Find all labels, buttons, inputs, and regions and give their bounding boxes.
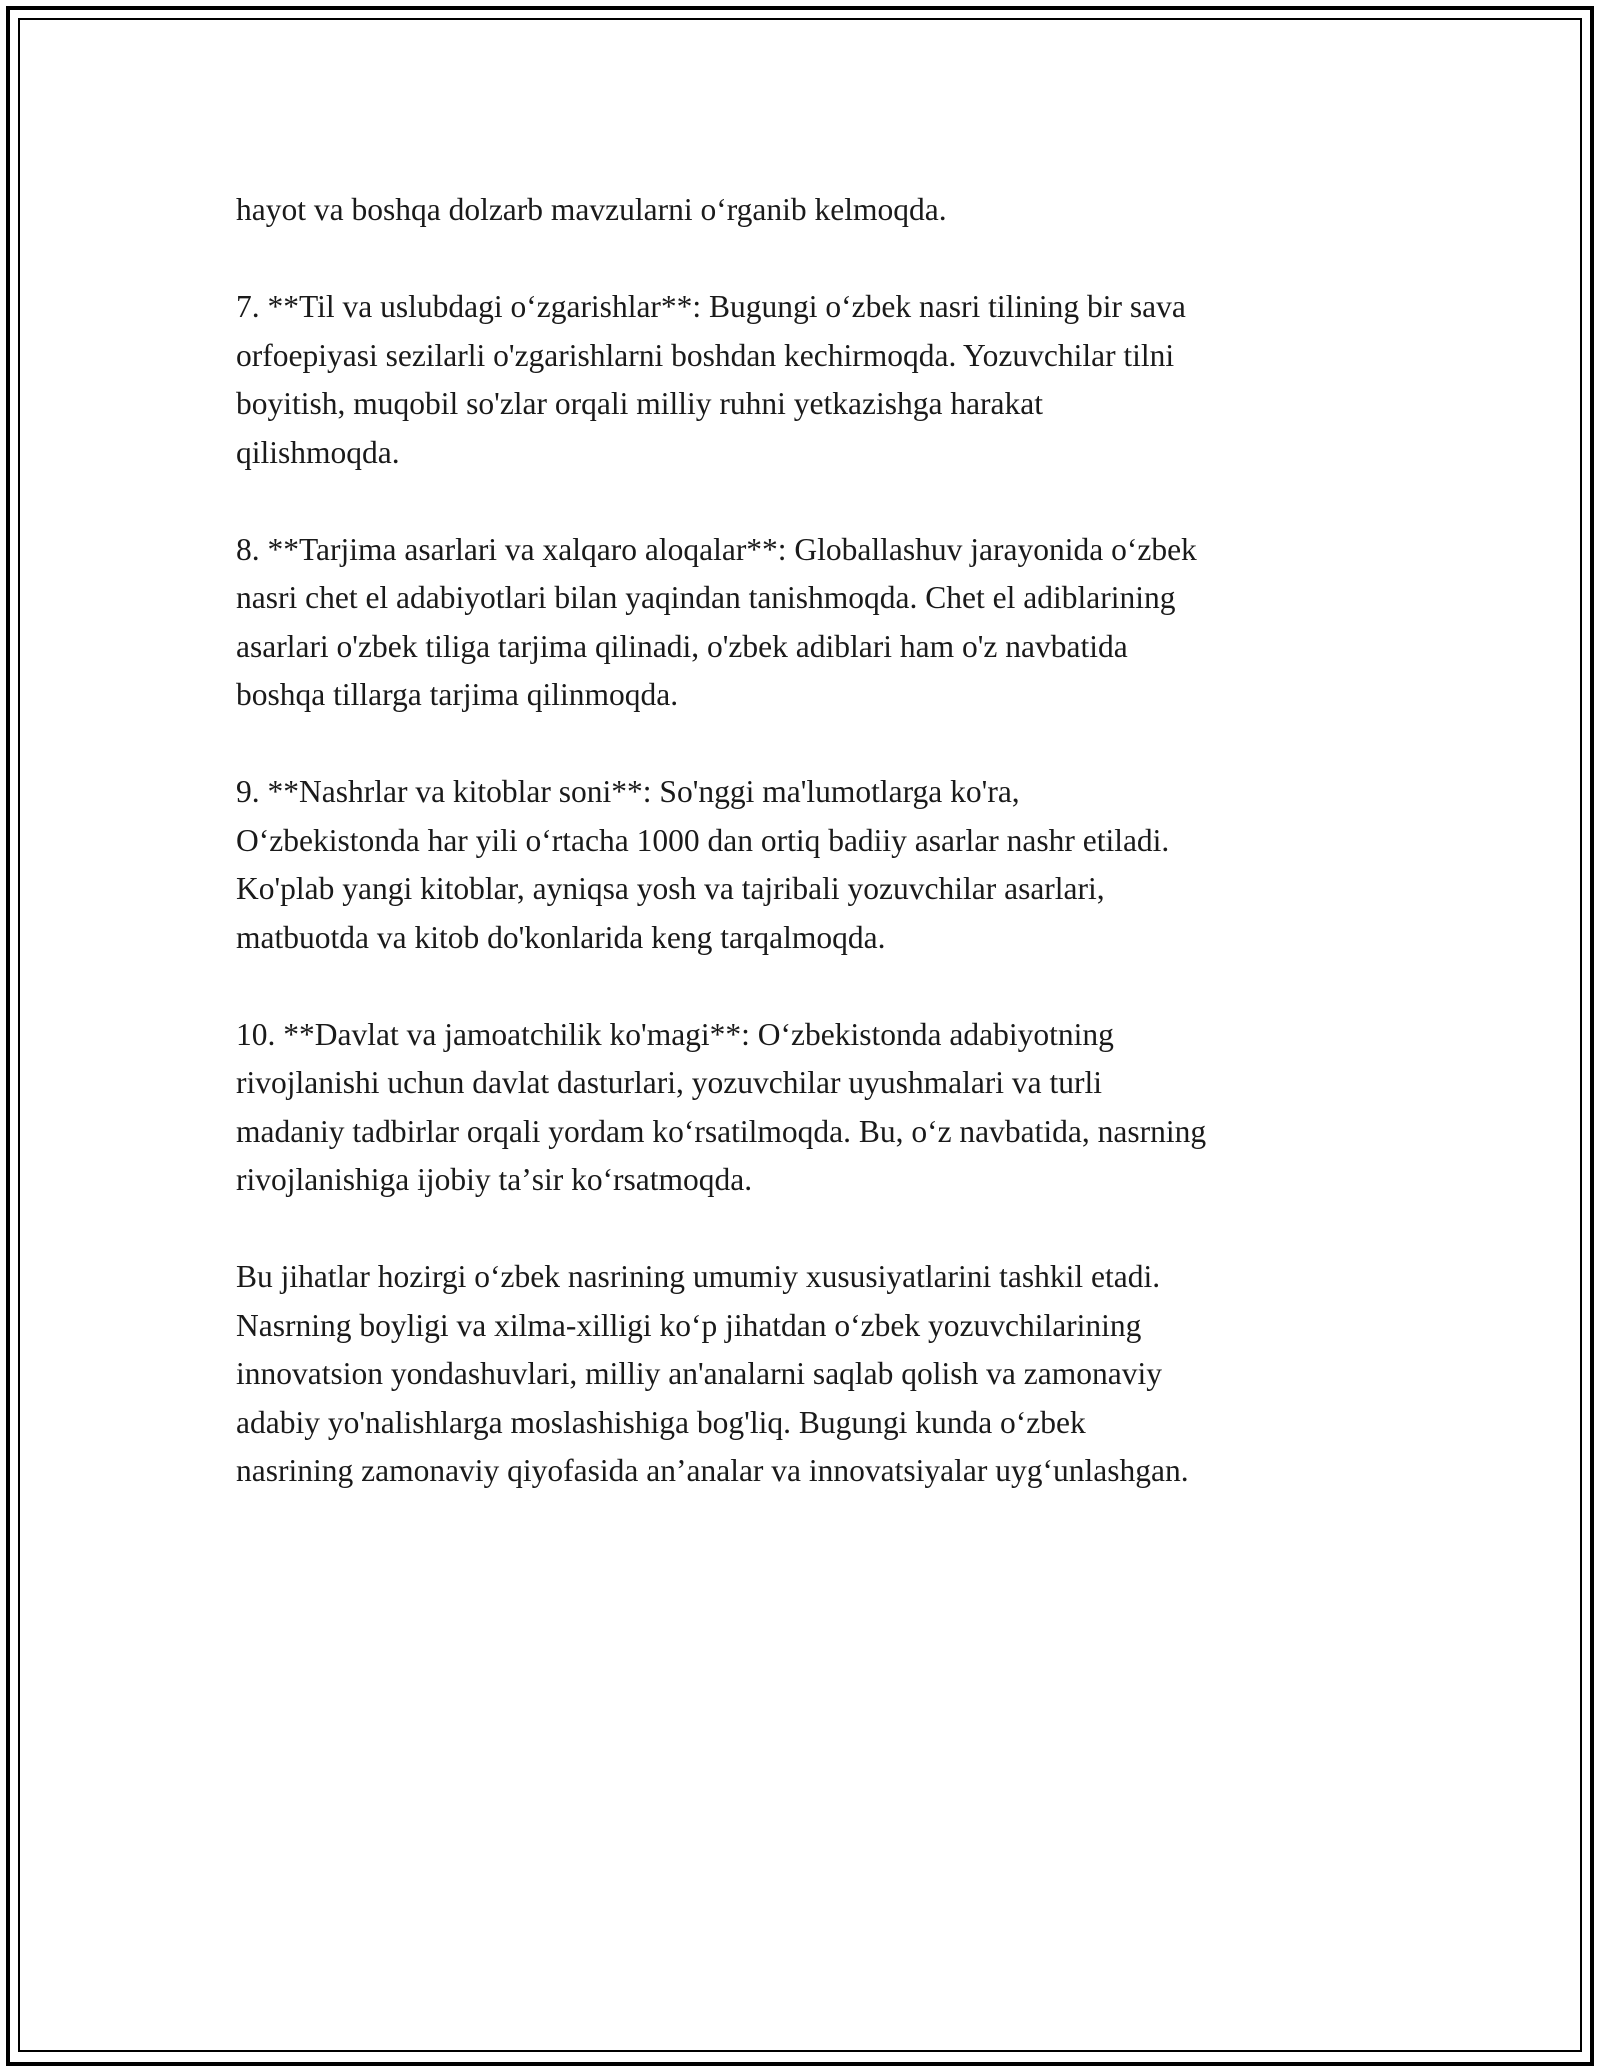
text-line: qilishmoqda. xyxy=(236,434,400,470)
text-line: Ko'plab yangi kitoblar, ayniqsa yosh va tajribali yozuvchilar asarlari, xyxy=(236,871,1105,906)
text-line: 9. **Nashrlar va kitoblar soni**: So'nggi ma'lumotlarga ko'ra, xyxy=(236,774,1020,809)
paragraph-gap xyxy=(236,962,1386,1011)
paragraph-item-10 xyxy=(236,1011,1386,1205)
paragraph-gap xyxy=(236,477,1386,526)
text-line: boshqa tillarga tarjima qilinmoqda. xyxy=(236,677,679,712)
text-line: asarlari o'zbek tiliga tarjima qilinadi, o'zbek adiblari ham o'z navbatida xyxy=(236,628,1128,664)
text-line: Oʻzbekistonda har yili oʻrtacha 1000 dan ortiq badiiy asarlar nashr etiladi. xyxy=(236,822,1170,858)
text-line: rivojlanishiga ijobiy taʼsir koʻrsatmoqda. xyxy=(236,1162,753,1197)
text-line: madaniy tadbirlar orqali yordam koʻrsatilmoqda. Bu, oʻz navbatida, nasrning xyxy=(236,1113,1207,1149)
text-line: nasri chet el adabiyotlari bilan yaqindan tanishmoqda. Chet el adiblarining xyxy=(236,580,1176,615)
paragraph-gap xyxy=(236,720,1386,769)
text-line: hayot va boshqa dolzarb mavzularni oʻrganib kelmoqda. xyxy=(236,192,947,227)
paragraph-gap xyxy=(236,235,1386,284)
text-line: rivojlanishi uchun davlat dasturlari, yozuvchilar uyushmalari va turli xyxy=(236,1065,1103,1100)
paragraph-gap xyxy=(236,1205,1386,1254)
text-line: matbuotda va kitob do'konlarida keng tarqalmoqda. xyxy=(236,919,886,955)
text-line: 7. **Til va uslubdagi oʻzgarishlar**: Bugungi oʻzbek nasri tilining bir sava xyxy=(236,289,1186,324)
text-line: 8. **Tarjima asarlari va xalqaro aloqalar**: Globallashuv jarayonida oʻzbek xyxy=(236,531,1197,567)
text-line: nasrining zamonaviy qiyofasida anʼanalar va innovatsiyalar uygʻunlashgan. xyxy=(236,1453,1189,1488)
paragraph-item-9 xyxy=(236,768,1386,962)
paragraph-conclusion xyxy=(236,1253,1386,1496)
paragraph-intro-continuation xyxy=(236,186,1386,235)
text-line: innovatsion yondashuvlari, milliy an'analarni saqlab qolish va zamonaviy xyxy=(236,1356,1162,1391)
text-line: adabiy yo'nalishlarga moslashishiga bog'liq. Bugungi kunda oʻzbek xyxy=(236,1404,1086,1440)
text-line: Bu jihatlar hozirgi oʻzbek nasrining umumiy xususiyatlarini tashkil etadi. xyxy=(236,1259,1161,1294)
paragraph-item-7 xyxy=(236,283,1386,477)
text-line: orfoepiyasi sezilarli o'zgarishlarni boshdan kechirmoqda. Yozuvchilar tilni xyxy=(236,337,1175,373)
text-line: 10. **Davlat va jamoatchilik ko'magi**: Oʻzbekistonda adabiyotning xyxy=(236,1016,1114,1052)
paragraph-item-8 xyxy=(236,526,1386,720)
text-line: Nasrning boyligi va xilma-xilligi koʻp jihatdan oʻzbek yozuvchilarining xyxy=(236,1307,1142,1343)
text-line: boyitish, muqobil so'zlar orqali milliy ruhni yetkazishga harakat xyxy=(236,386,1044,421)
document-body xyxy=(236,186,1386,1496)
